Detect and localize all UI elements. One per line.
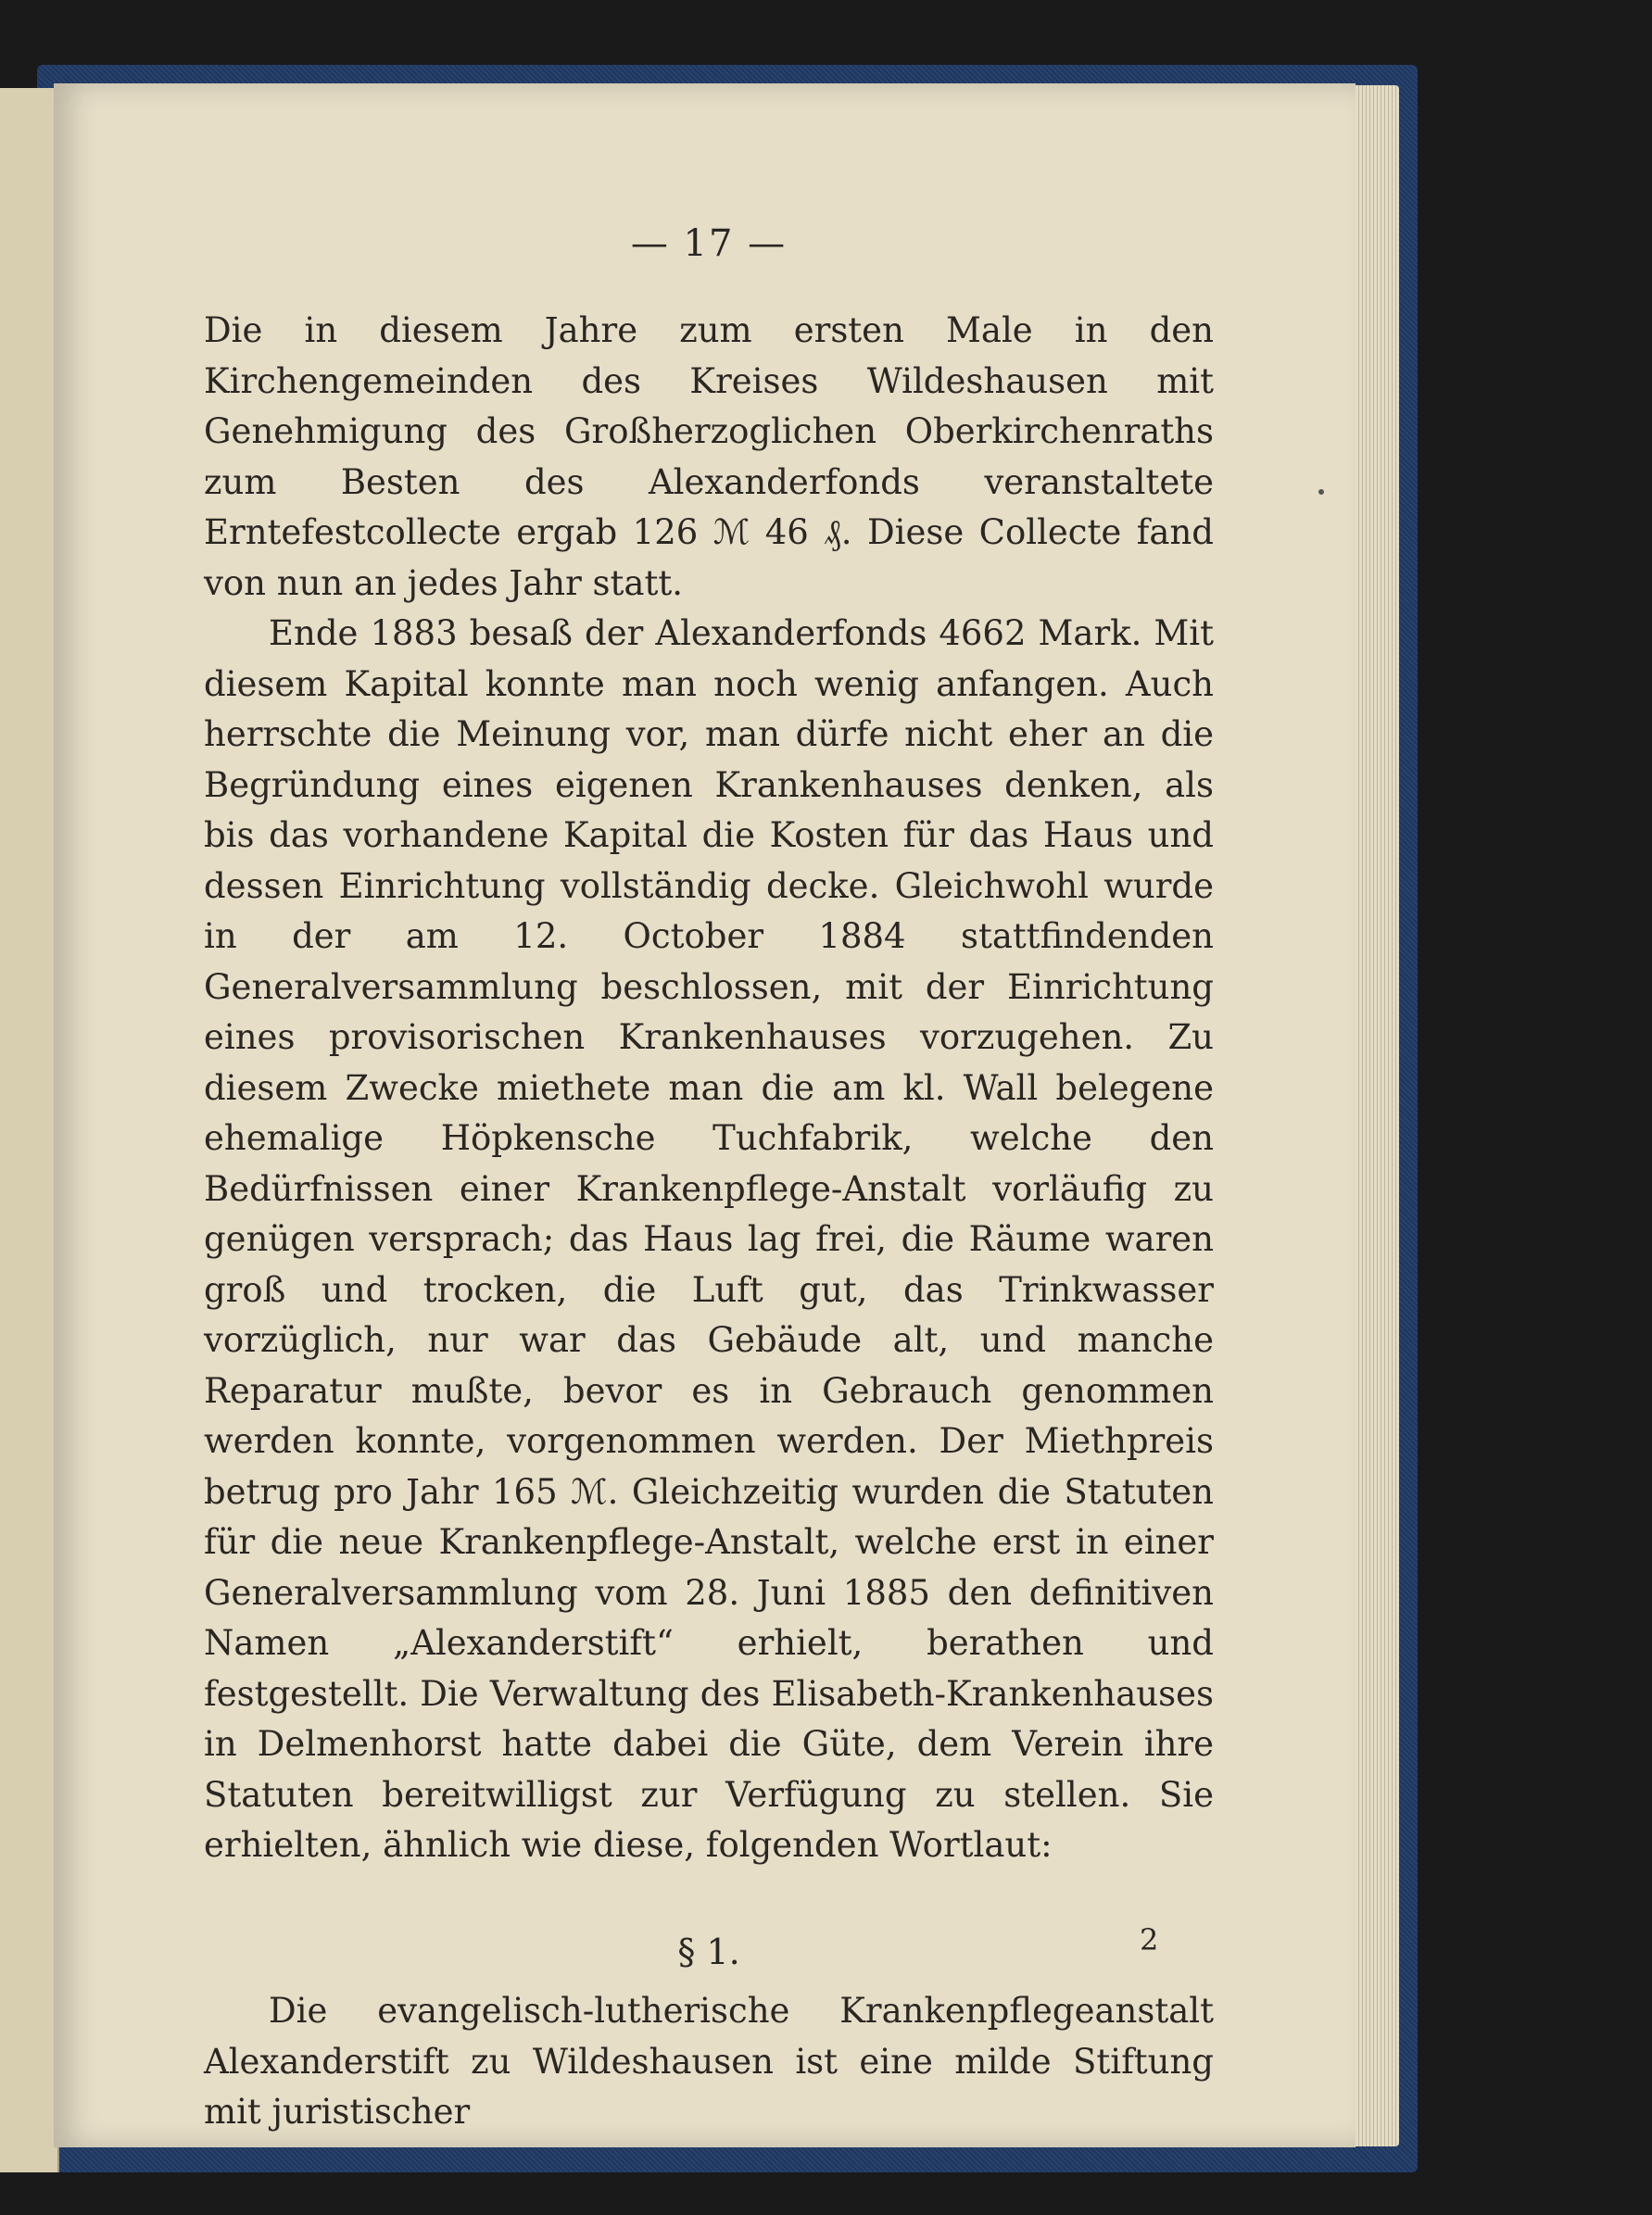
section-text: Die evangelisch-lutherische Krankenpflegeanstalt Alexanderstift zu Wildeshausen ist eine milde Stiftung mit juristischer bbox=[204, 1991, 1214, 2132]
previous-page-edge bbox=[0, 88, 59, 2172]
section-heading: § 1. bbox=[677, 1931, 740, 1972]
body-text bbox=[204, 306, 1214, 2138]
book-page bbox=[54, 83, 1356, 2147]
page-number: — 17 — bbox=[630, 222, 788, 265]
paragraph-2: Ende 1883 besaß der Alexanderfonds 4662 Mark. Mit diesem Kapital konnte man noch wenig anfangen. Auch herrschte die Meinung vor, man dürfe nicht eher an die Begründung eines eigenen Krankenhauses denken, als bis das vorhandene Kapital die Kosten für das Haus und dessen Einrichtung vollständig decke. Gleichwohl wurde in der am 12. October 1884 stattfindenden Generalversammlung beschlossen, mit der Einrichtung eines provisorischen Krankenhauses vorzugehen. Zu diesem Zwecke miethete man die am kl. Wall belegene ehemalige Höpkensche Tuchfabrik, welche den Bedürfnissen einer Krankenpflege-Anstalt vorläufig zu genügen versprach; das Haus lag frei, die Räume waren groß und trocken, die Luft gut, das Trinkwasser vorzüglich, nur war das Gebäude alt, und manche Reparatur mußte, bevor es in Gebrauch genommen werden konnte, vorgenommen werden. Der Miethpreis betrug pro Jahr 165 ℳ. Gleichzeitig wurden die Statuten für die neue Krankenpflege-Anstalt, welche erst in einer Generalversammlung vom 28. Juni 1885 den definitiven Namen „Alexanderstift“ erhielt, berathen und festgestellt. Die Verwaltung des Elisabeth-Krankenhauses in Delmenhorst hatte dabei die Güte, dem Verein ihre Statuten bereitwilligst zur Verfügung zu stellen. Sie erhielten, ähnlich wie diese, folgenden Wortlaut: bbox=[204, 613, 1214, 1865]
margin-dot bbox=[1318, 489, 1324, 495]
signature-mark: 2 bbox=[1140, 1922, 1159, 1957]
paragraph-1: Die in diesem Jahre zum ersten Male in den Kirchengemeinden des Kreises Wildeshausen mit Genehmigung des Großherzoglichen Oberkirchenraths zum Besten des Alexanderfonds veranstaltete Erntefestcollecte ergab 126 ℳ 46 ₰. Diese Collecte fand von nun an jedes Jahr statt. bbox=[204, 310, 1214, 603]
page-leaves bbox=[1348, 85, 1399, 2146]
